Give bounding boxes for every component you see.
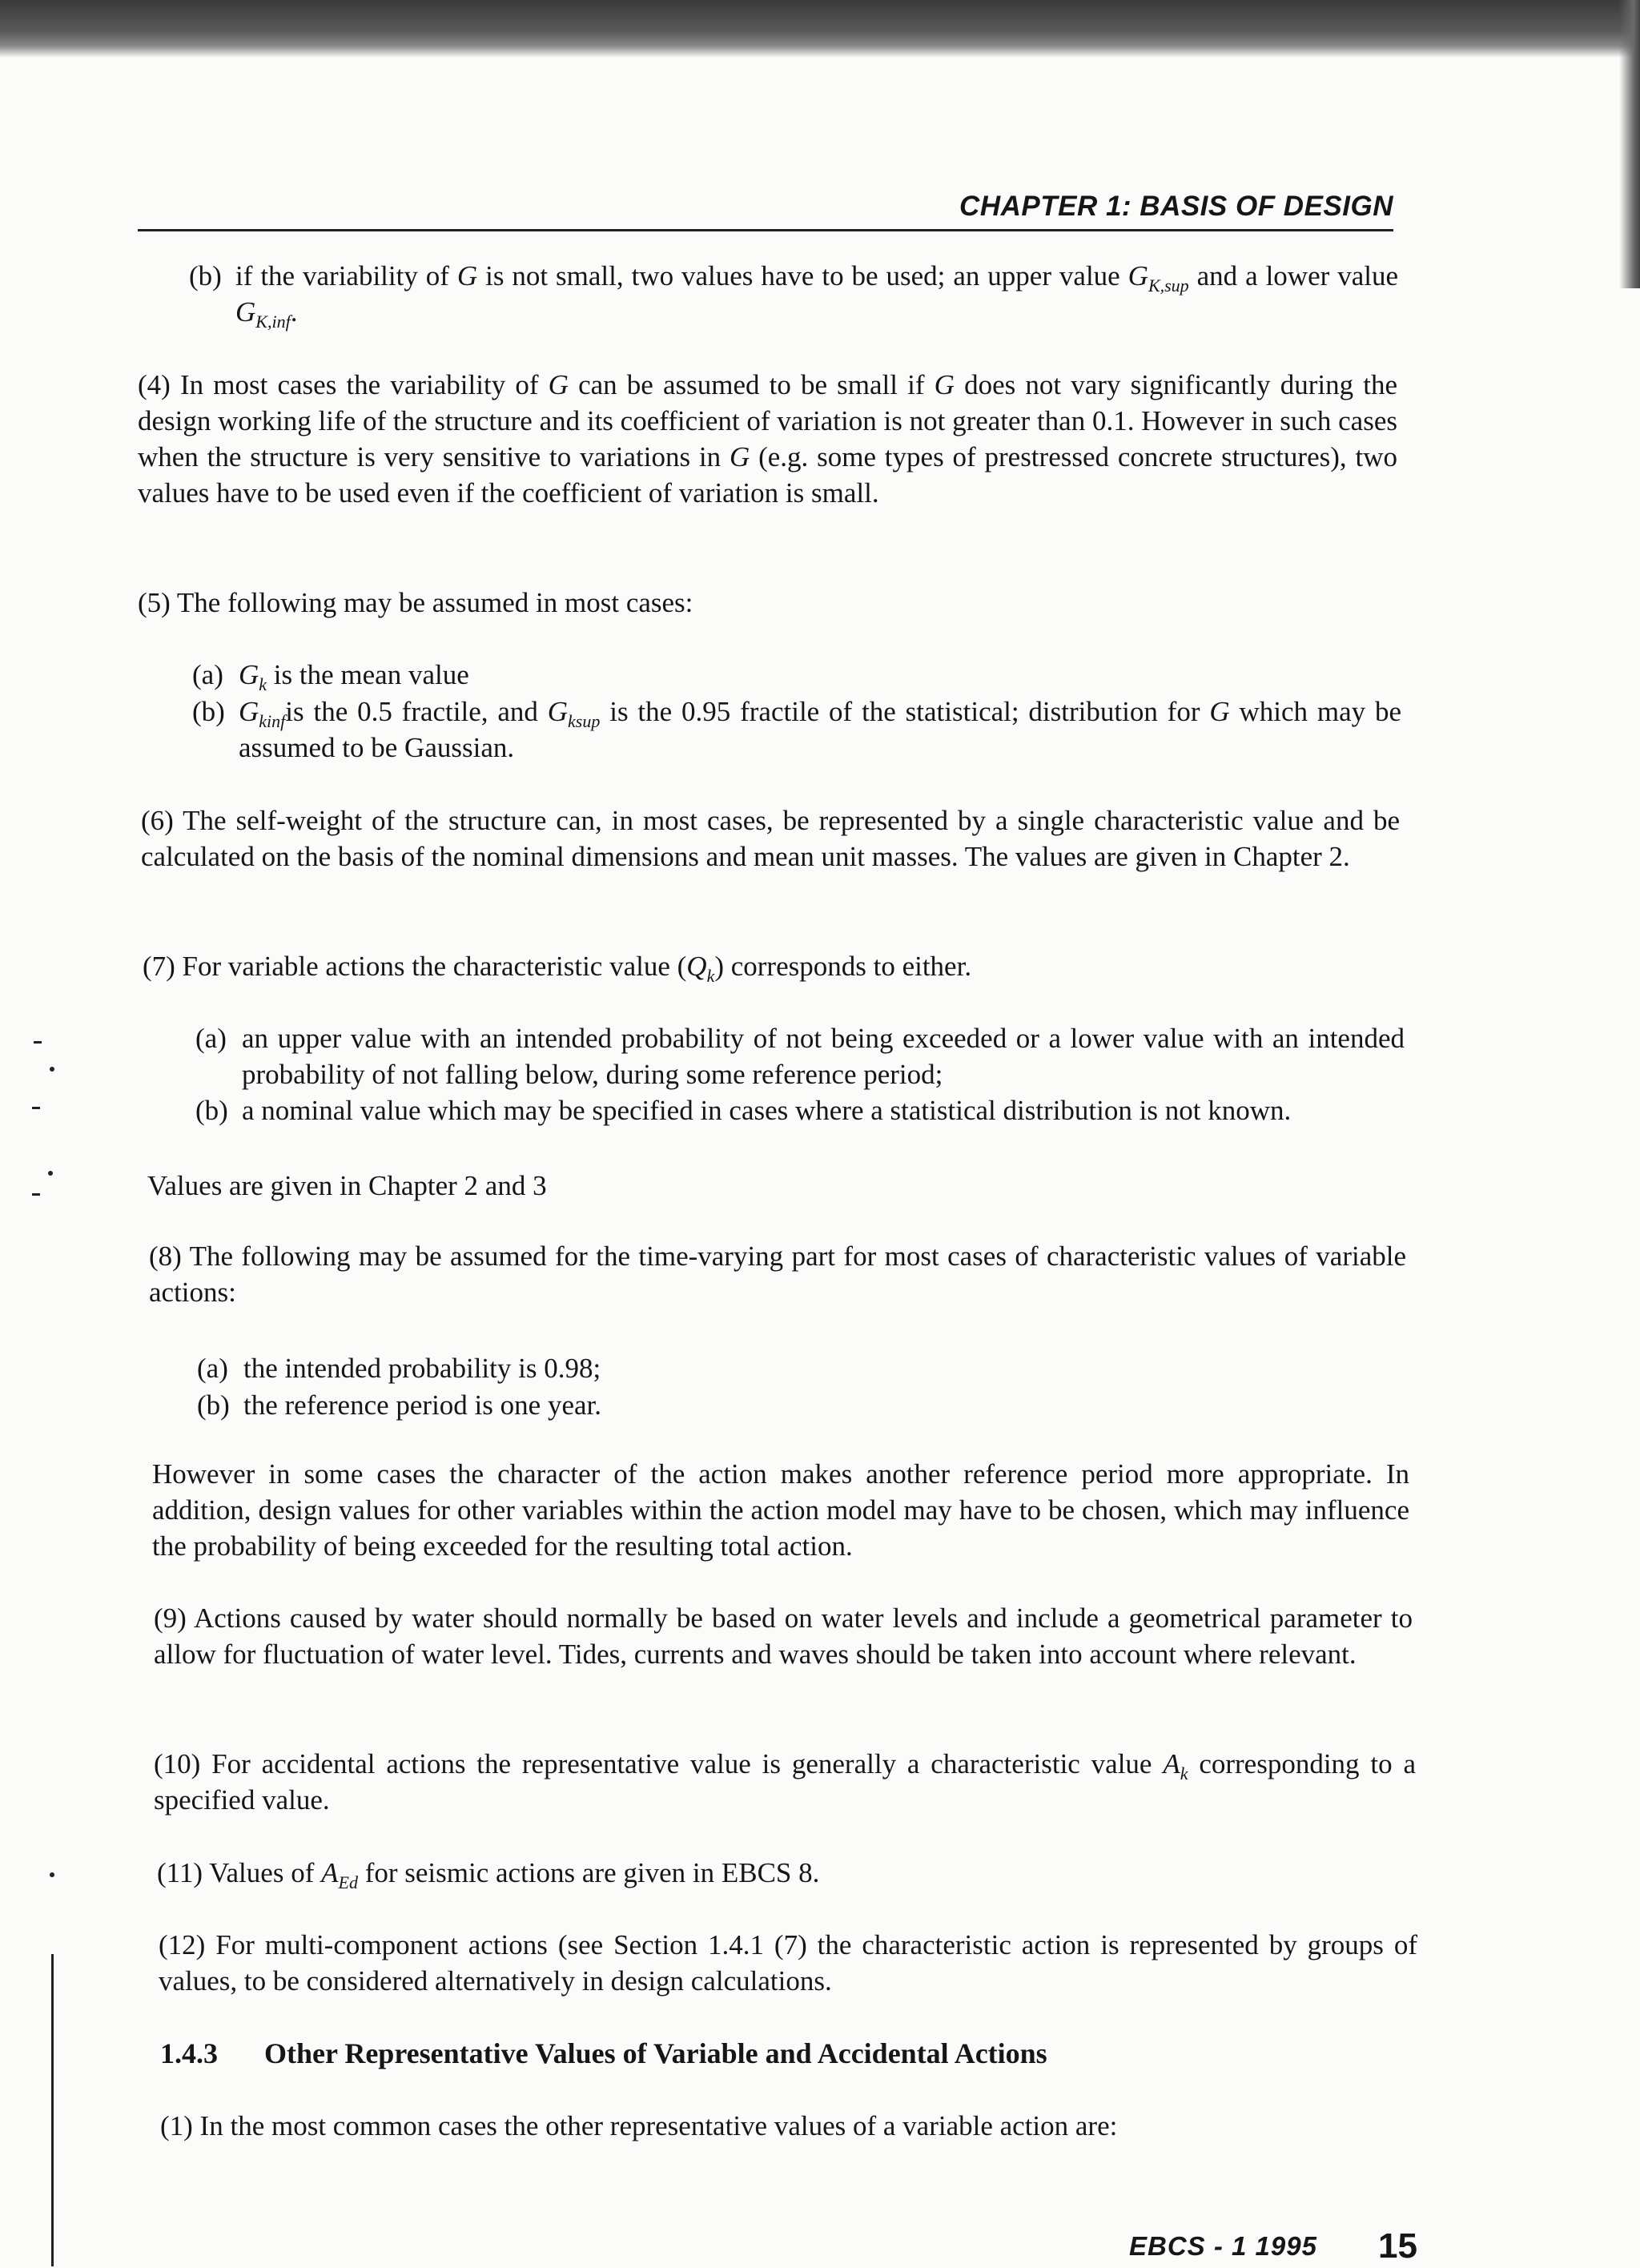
paragraph-6: (6) The self-weight of the structure can, in most cases, be represented by a single characteristic value and be calculated on the basis of the nominal dimensions and mean unit masses. The values are given in Chapter 2. bbox=[141, 805, 1400, 872]
page-footer bbox=[1129, 2226, 1417, 2265]
paragraph-4: (4) In most cases the variability of G can be assumed to be small if G does not vary significantly during the design working life of the structure and its coefficient of variation is not greater than 0.1. However in such cases when the structure is very sensitive to variations in G (e.g. some types of prestressed concrete structures), two values have to be used even if the coefficient of variation is small. bbox=[138, 369, 1397, 509]
item-text: if the variability of G is not small, two values have to be used; an upper value $G_{K,sup}$ and a lower value $G_{K,inf}$. bbox=[235, 260, 1398, 332]
scan-shadow-right bbox=[1619, 0, 1640, 288]
list-item-5b bbox=[192, 694, 1401, 766]
item-text: $G_{kinf}is$ the 0.5 fractile, and $G_{ksup}$ is the 0.95 fractile of the statistical; distribution for G which may be assumed to be Gaussian. bbox=[239, 696, 1402, 763]
paragraph-8-note: However in some cases the character of the action makes another reference period more appropriate. In addition, design values for other variables within the action model may have to be chosen, which may influence the probability of being exceeded for the resulting total action. bbox=[152, 1458, 1409, 1562]
values-note: Values are given in Chapter 2 and 3 bbox=[147, 1170, 547, 1201]
margin-mark bbox=[48, 1171, 53, 1176]
margin-binding-line bbox=[51, 1954, 54, 2266]
scan-shadow-top bbox=[0, 0, 1640, 58]
item-label: (a) bbox=[197, 1353, 228, 1384]
item-label: (a) bbox=[195, 1023, 227, 1054]
list-item-3b bbox=[189, 258, 1398, 330]
page-number: 15 bbox=[1378, 2226, 1417, 2266]
standard-code: EBCS - 1 1995 bbox=[1129, 2231, 1317, 2261]
paragraph-8: (8) The following may be assumed for the time-varying part for most cases of characteristic values of variable actions: bbox=[149, 1241, 1406, 1308]
section-number: 1.4.3 bbox=[160, 2037, 218, 2069]
list-item-7a bbox=[195, 1020, 1405, 1092]
item-text: $G_k$ is the mean value bbox=[239, 659, 469, 694]
section-paragraph-1: (1) In the most common cases the other representative values of a variable action are: bbox=[160, 2110, 1118, 2141]
item-label: (b) bbox=[195, 1095, 228, 1126]
margin-mark bbox=[32, 1107, 40, 1109]
item-label: (b) bbox=[192, 696, 225, 727]
section-heading bbox=[160, 2036, 1047, 2072]
item-text: a nominal value which may be specified in cases where a statistical distribution is not known. bbox=[242, 1095, 1292, 1126]
item-text: the reference period is one year. bbox=[243, 1389, 601, 1421]
section-title: Other Representative Values of Variable and Accidental Actions bbox=[264, 2037, 1047, 2069]
list-item-5a bbox=[192, 657, 1401, 693]
item-text: the intended probability is 0.98; bbox=[243, 1353, 601, 1384]
margin-mark bbox=[34, 1041, 42, 1044]
paragraph-12: (12) For multi-component actions (see Section 1.4.1 (7) the characteristic action is represented by groups of values, to be considered alternatively in design calculations. bbox=[159, 1929, 1417, 1997]
paragraph-10: (10) For accidental actions the representative value is generally a characteristic value $A_k$ corresponding to a specified value. bbox=[154, 1748, 1416, 1816]
item-label: (a) bbox=[192, 659, 223, 690]
list-item-8b bbox=[197, 1387, 1406, 1423]
chapter-title: CHAPTER 1: BASIS OF DESIGN bbox=[959, 191, 1393, 222]
item-label: (b) bbox=[189, 260, 222, 292]
paragraph-11: (11) Values of $A_{Ed}$ for seismic actions are given in EBCS 8. bbox=[157, 1857, 820, 1892]
running-header bbox=[138, 189, 1393, 231]
item-text: an upper value with an intended probability of not being exceeded or a lower value with an intended probability of not falling below, during some reference period; bbox=[242, 1023, 1405, 1090]
item-label: (b) bbox=[197, 1389, 230, 1421]
list-item-7b bbox=[195, 1092, 1405, 1128]
margin-mark bbox=[32, 1193, 40, 1196]
list-item-8a bbox=[197, 1350, 1406, 1386]
paragraph-7: (7) For variable actions the characteristic value $(Q_k)$ corresponds to either. bbox=[143, 951, 972, 986]
paragraph-9: (9) Actions caused by water should normally be based on water levels and include a geometrical parameter to allow for fluctuation of water level. Tides, currents and waves should be taken into account where relevant. bbox=[154, 1602, 1413, 1670]
paragraph-5: (5) The following may be assumed in most cases: bbox=[138, 587, 693, 618]
margin-mark bbox=[50, 1067, 54, 1072]
margin-mark bbox=[50, 1872, 54, 1877]
